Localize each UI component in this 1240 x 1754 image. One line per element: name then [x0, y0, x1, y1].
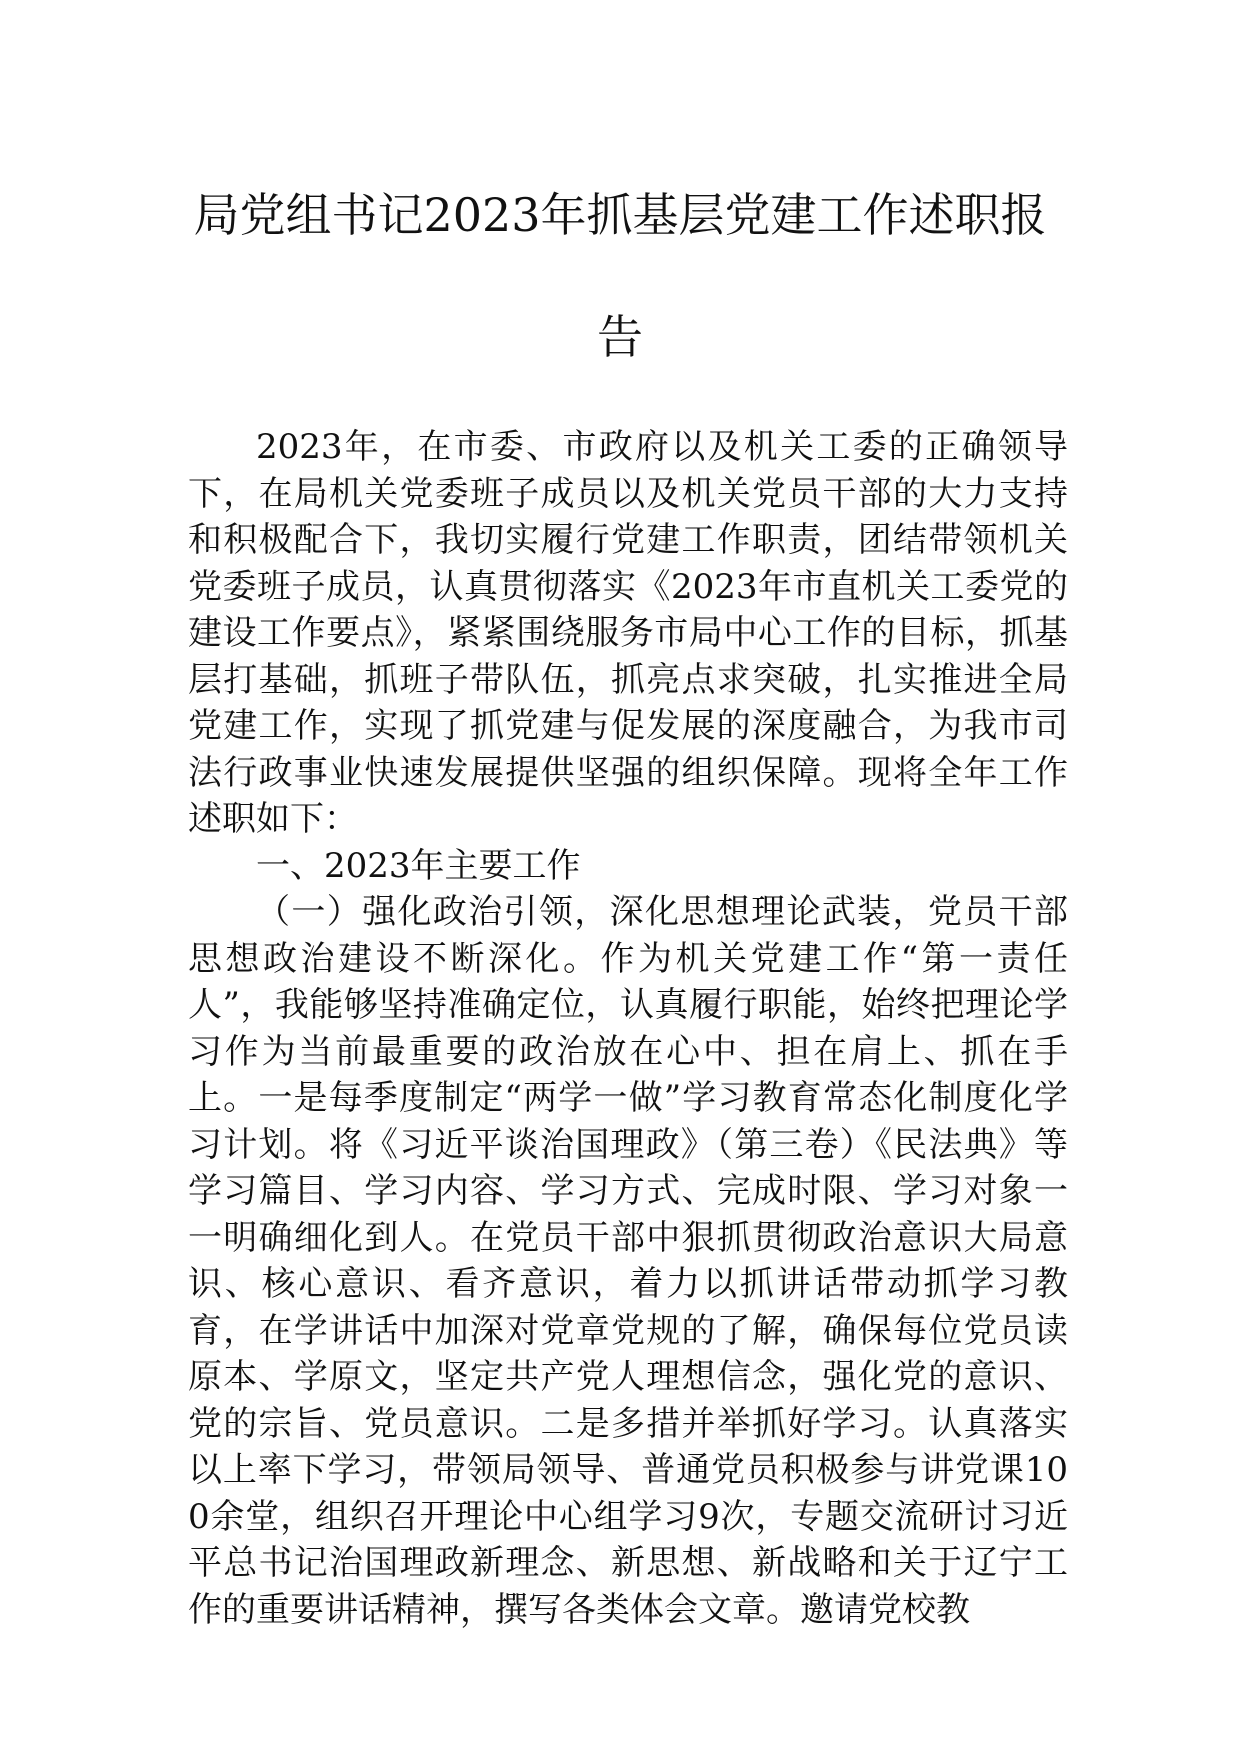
section-paragraph: （一）强化政治引领，深化思想理论武装，党员干部思想政治建设不断深化。作为机关党建工作“第一责任人”，我能够坚持准确定位，认真履行职能，始终把理论学习作为当前最重要的政治放在心中、担在肩上、抓在手上。一是每季度制定“两学一做”学习教育常态化制度化学习计划。将《习近平谈治国理政》（第三卷）《民法典》等学习篇目、学习内容、学习方式、完成时限、学习对象一一明确细化到人。在党员干部中狠抓贯彻政治意识大局意识、核心意识、看齐意识，着力以抓讲话带动抓学习教育，在学讲话中加深对党章党规的了解，确保每位党员读原本、学原文，坚定共产党人理想信念，强化党的意识、党的宗旨、党员意识。二是多措并举抓好学习。认真落实以上率下学习，带领局领导、普通党员积极参与讲党课100余堂，组织召开理论中心组学习9次，专题交流研讨习近平总书记治国理政新理念、新思想、新战略和关于辽宁工作的重要讲话精神，撰写各类体会文章。邀请党校教	[188, 892, 1068, 1630]
intro-paragraph: 2023年，在市委、市政府以及机关工委的正确领导下，在局机关党委班子成员以及机关党员干部的大力支持和积极配合下，我切实履行党建工作职责，团结带领机关党委班子成员，认真贯彻落实《2023年市直机关工委党的建设工作要点》，紧紧围绕服务市局中心工作的目标，抓基层打基础，抓班子带队伍，抓亮点求突破，扎实推进全局党建工作，实现了抓党建与促发展的深度融合，为我市司法行政事业快速发展提供坚强的组织保障。现将全年工作述职如下：	[188, 427, 1068, 839]
document-title: 局党组书记2023年抓基层党建工作述职报	[193, 188, 1047, 242]
document-body	[188, 424, 1068, 1633]
section-heading: 一、2023年主要工作	[256, 845, 581, 886]
document-title-continued: 告	[597, 310, 643, 364]
